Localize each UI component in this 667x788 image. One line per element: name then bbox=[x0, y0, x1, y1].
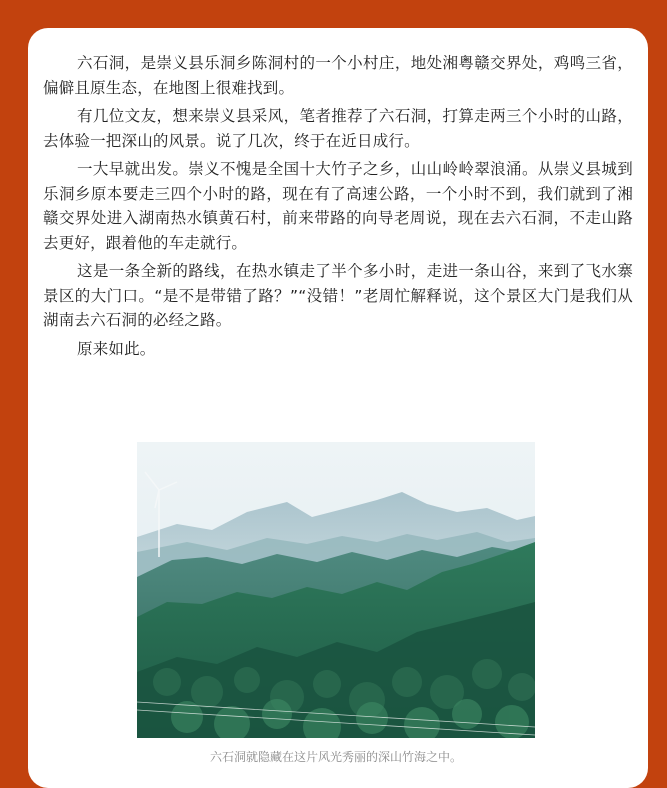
article-paragraph: 这是一条全新的路线，在热水镇走了半个多小时，走进一条山谷，来到了飞水寨景区的大门口。“是不是带错了路？”“没错！”老周忙解释说，这个景区大门是我们从湖南去六石洞的必经之路。 bbox=[43, 262, 633, 329]
bamboo-forest-mountain-illustration bbox=[137, 442, 535, 738]
article-photo bbox=[137, 442, 535, 738]
article-body bbox=[43, 51, 633, 365]
article-paragraph: 原来如此。 bbox=[77, 339, 156, 358]
article-paragraph: 一大早就出发。崇义不愧是全国十大竹子之乡，山山岭岭翠浪涌。从崇义县城到乐洞乡原本要走三四个小时的路，现在有了高速公路，一个小时不到，我们就到了湘赣交界处进入湖南热水镇黄石村，前来带路的向导老周说，现在去六石洞，不走山路去更好，跟着他的车走就行。 bbox=[43, 160, 633, 252]
photo-caption: 六石洞就隐藏在这片风光秀丽的深山竹海之中。 bbox=[209, 750, 462, 764]
article-paragraph: 六石洞，是崇义县乐洞乡陈洞村的一个小村庄，地处湘粤赣交界处，鸡鸣三省，偏僻且原生态，在地图上很难找到。 bbox=[43, 54, 633, 97]
article-paragraph: 有几位文友，想来崇义县采风，笔者推荐了六石洞，打算走两三个小时的山路，去体验一把深山的风景。说了几次，终于在近日成行。 bbox=[43, 107, 633, 150]
